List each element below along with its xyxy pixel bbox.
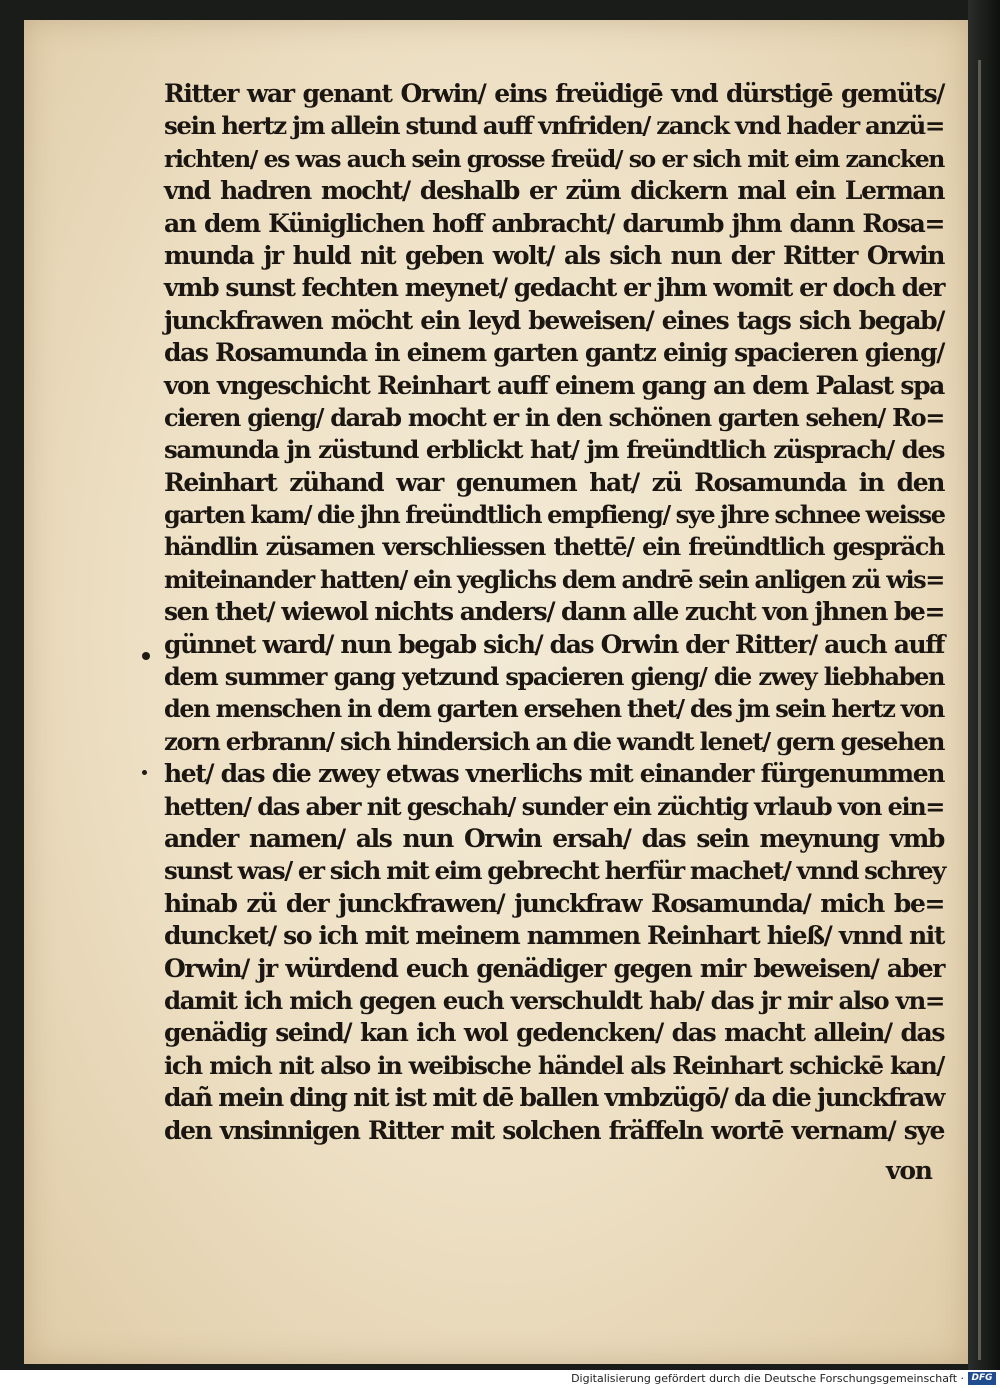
text-line: von vngeschicht Reinhart auff einem gang an dem Palast spa: [164, 370, 944, 400]
footer-credit: Digitalisierung gefördert durch die Deutsche Forschungsgemeinschaft ·: [571, 1372, 964, 1385]
text-block: [164, 78, 944, 1147]
text-line: hinab zü der junckfrawen/ junckfraw Rosamunda/ mich be=: [164, 888, 944, 918]
text-line: vmb sunst fechten meynet/ gedacht er jhm womit er doch der: [164, 273, 944, 303]
text-line: händlin züsamen verschliessen thettē/ ein freündtlich gespräch: [164, 532, 944, 562]
page-paper: [24, 20, 968, 1364]
text-line: hetten/ das aber nit geschah/ sunder ein züchtig vrlaub von ein=: [164, 791, 944, 821]
text-line: günnet ward/ nun begab sich/ das Orwin der Ritter/ auch auff: [164, 629, 944, 659]
text-line: cieren gieng/ darab mocht er in den schönen garten sehen/ Ro=: [164, 402, 944, 432]
dfg-logo: DFG: [968, 1372, 996, 1385]
text-line: Ritter war genant Orwin/ eins freüdigē vnd dürstigē gemüts/: [164, 79, 944, 108]
footer-bar: [0, 1370, 1000, 1388]
text-line: duncket/ so ich mit meinem nammen Reinhart hieß/ vnnd nit: [164, 921, 944, 951]
text-line: samunda jn züstund erblickt hat/ jm freündtlich züsprach/ des: [164, 435, 944, 465]
page-edge: [968, 0, 1000, 1370]
text-line: an dem Küniglichen hoff anbracht/ darumb jhm dann Rosa=: [164, 208, 944, 238]
text-line: junckfrawen möcht ein leyd beweisen/ eines tags sich begab/: [164, 305, 944, 335]
text-line: den vnsinnigen Ritter mit solchen fräffeln wortē vernam/ sye: [164, 1115, 944, 1145]
text-line: Orwin/ jr würdend euch genädiger gegen mir beweisen/ aber: [164, 953, 944, 983]
ink-spot: [142, 770, 147, 775]
text-line: den menschen in dem garten ersehen thet/ des jm sein hertz von: [164, 694, 944, 724]
text-line: garten kam/ die jhn freündtlich empfieng/ sye jhre schnee weisse: [164, 500, 945, 530]
text-line: Reinhart zühand war genumen hat/ zü Rosamunda in den: [164, 467, 944, 497]
text-line: zorn erbrann/ sich hindersich an die wandt lenet/ gern gesehen: [164, 726, 944, 756]
text-line: het/ das die zwey etwas vnerlichs mit einander fürgenummen: [164, 759, 944, 789]
catchword: von: [886, 1156, 932, 1185]
text-line: richten/ es was auch sein grosse freüd/ so er sich mit eim zancken: [164, 144, 944, 173]
text-line: vnd hadren mocht/ deshalb er züm dickern mal ein Lerman: [164, 176, 944, 206]
ink-spot: [142, 652, 150, 660]
text-line: das Rosamunda in einem garten gantz einig spacieren gieng/: [164, 338, 944, 368]
text-line: dañ mein ding nit ist mit dē ballen vmbzügō/ da die junckfraw: [164, 1083, 944, 1113]
text-line: genädig seind/ kan ich wol gedencken/ das macht allein/ das: [164, 1018, 944, 1048]
text-line: sein hertz jm allein stund auff vnfriden/ zanck vnd hader anzü=: [164, 111, 944, 141]
text-line: sunst was/ er sich mit eim gebrecht herfür machet/ vnnd schrey: [164, 856, 946, 886]
text-line: sen thet/ wiewol nichts anders/ dann alle zucht von jhnen be=: [164, 597, 944, 627]
text-line: damit ich mich gegen euch verschuldt hab/ das jr mir also vn=: [164, 985, 944, 1015]
page-edge-line: [978, 60, 981, 1360]
text-line: dem summer gang yetzund spacieren gieng/ die zwey liebhaben: [164, 662, 944, 692]
text-line: ander namen/ als nun Orwin ersah/ das sein meynung vmb: [164, 823, 944, 853]
text-line: munda jr huld nit geben wolt/ als sich nun der Ritter Orwin: [164, 240, 944, 270]
text-line: miteinander hatten/ ein yeglichs dem andrē sein anligen zü wis=: [164, 564, 944, 594]
text-line: ich mich nit also in weibische händel als Reinhart schickē kan/: [164, 1050, 944, 1080]
